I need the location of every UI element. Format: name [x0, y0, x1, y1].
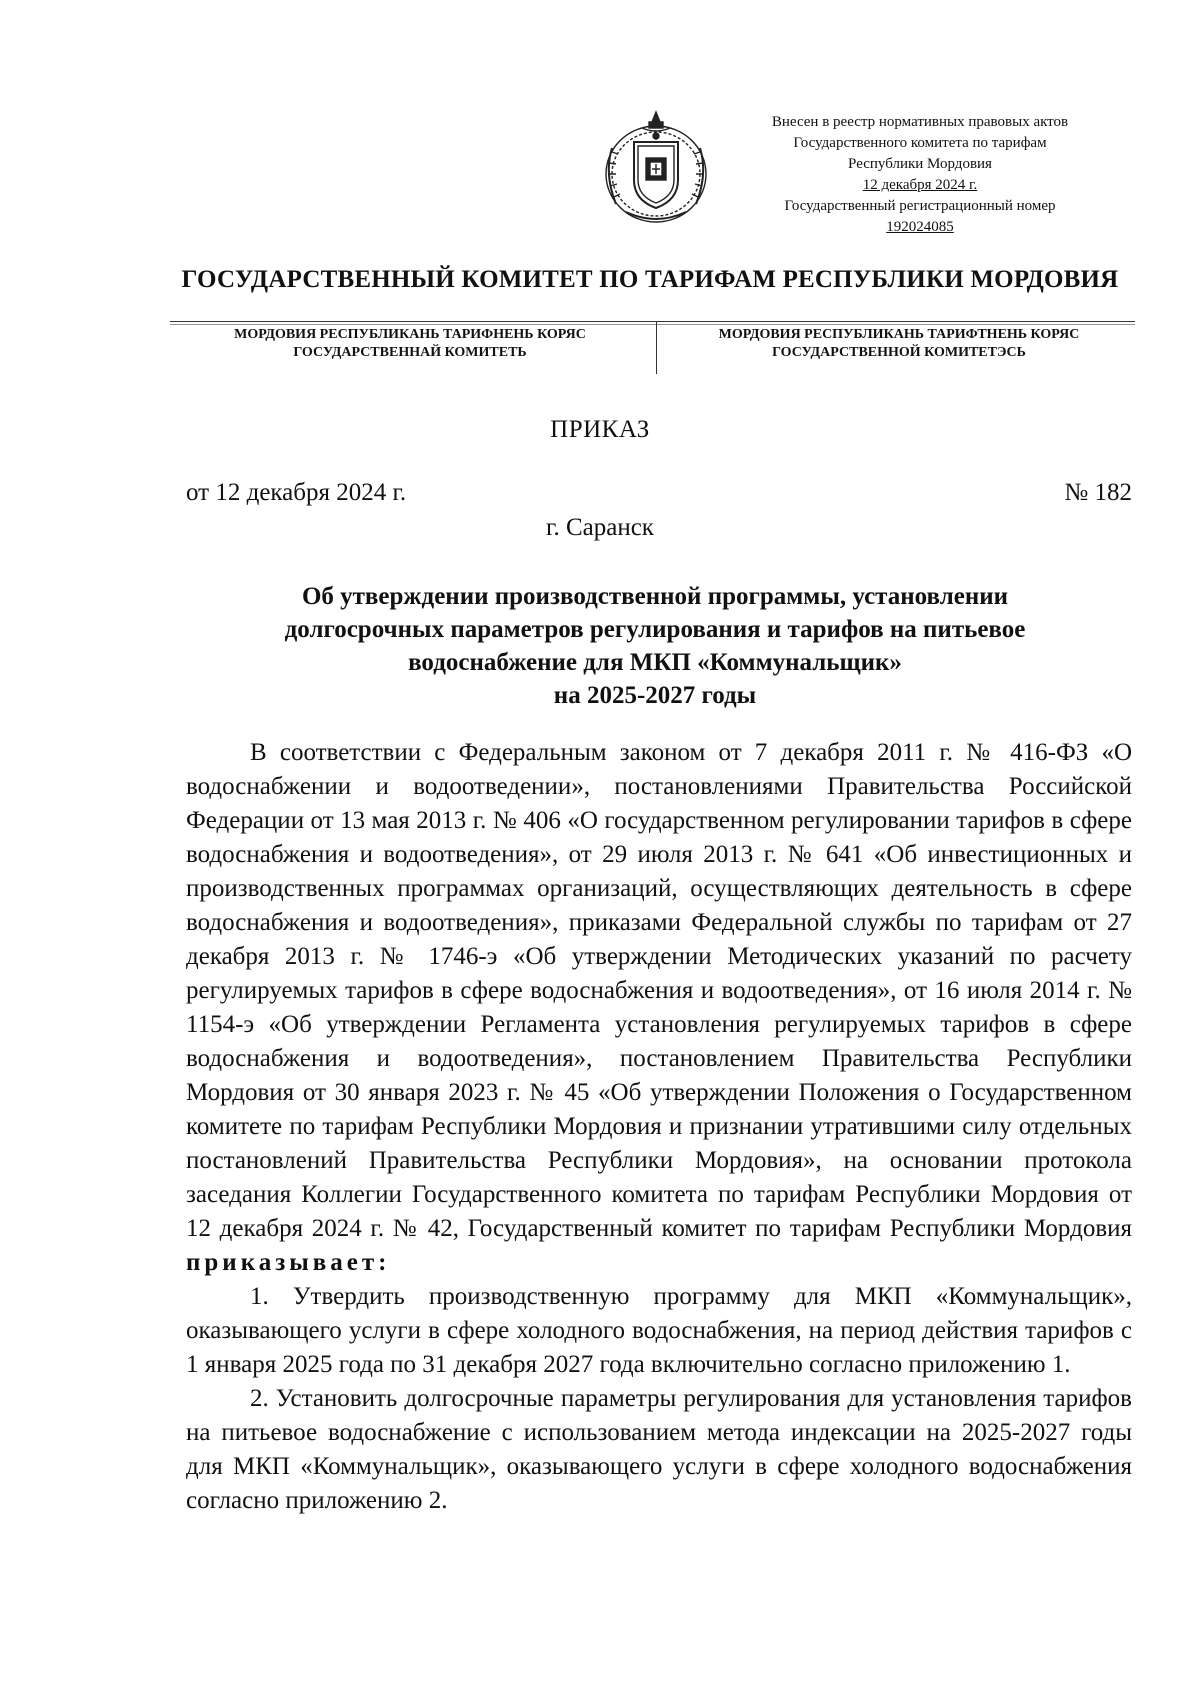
preamble-paragraph — [186, 736, 1132, 1280]
coat-of-arms-emblem — [598, 108, 714, 230]
subject-line-2: долгосрочных параметров регулирования и тарифов на питьевое — [284, 616, 1026, 643]
registry-line-1: Внесен в реестр нормативных правовых актов — [771, 114, 1069, 130]
subject-line-1: Об утверждении производственной программы, установлении — [301, 583, 1009, 610]
moksha-line-2: ГОСУДАРСТВЕННАЙ КОМИТЕТЬ — [293, 345, 527, 360]
registry-line-3: Республики Мордовия — [848, 156, 992, 172]
preamble-text: В соответствии с Федеральным законом от 7 декабря 2011 г. № 416-ФЗ «О водоснабжении и водоотведении», постановлениями Правительства Российской Федерации от 13 мая 2013 г. № 406 «О государственном регулировании тарифов в сфере водоснабжения и водоотведения», от 29 июля 2013 г. № 641 «Об инвестиционных и производственных программах организаций, осуществляющих деятельность в сфере водоснабжения и водоотведения», приказами Федеральной службы по тарифам от 27 декабря 2013 г. № 1746-э «Об утверждении Методических указаний по расчету регулируемых тарифов в сфере водоснабжения и водоотведения», от 16 июля 2014 г. № 1154-э «Об утверждении Регламента установления регулируемых тарифов в сфере водоснабжения и водоотведения», постановлением Правительства Республики Мордовия от 30 января 2023 г. № 45 «Об утверждении Положения о Государственном комитете по тарифам Республики Мордовия и признании утратившими силу отдельных постановлений Правительства Республики Мордовия», на основании протокола заседания Коллегии Государственного комитета по тарифам Республики Мордовия от 12 декабря 2024 г. № 42, Государственный комитет по тарифам Республики Мордовия — [186, 739, 1132, 1242]
document-number: № 182 — [1064, 479, 1132, 506]
document-date: от 12 декабря 2024 г. — [186, 479, 407, 506]
header-divider-line — [170, 321, 1135, 322]
document-city: г. Саранск — [546, 514, 654, 541]
erzya-line-1: МОРДОВИЯ РЕСПУБЛИКАНЬ ТАРИФТНЕНЬ КОРЯС — [718, 327, 1080, 342]
header-vertical-divider — [656, 322, 657, 374]
header-divider-line-thin — [170, 324, 1135, 325]
registry-stamp — [740, 112, 1100, 238]
document-subject — [190, 580, 1120, 712]
organization-title: ГОСУДАРСТВЕННЫЙ КОМИТЕТ ПО ТАРИФАМ РЕСПУБЛИКИ МОРДОВИЯ — [181, 266, 1119, 293]
orders-phrase: приказывает: — [186, 1249, 391, 1276]
registry-line-2: Государственного комитета по тарифам — [793, 135, 1047, 151]
erzya-line-2: ГОСУДАРСТВЕННОЙ КОМИТЕТЭСЬ — [772, 345, 1026, 360]
subject-line-3: водоснабжение для МКП «Коммунальщик» — [408, 649, 902, 676]
moksha-org-name — [170, 326, 650, 362]
moksha-line-1: МОРДОВИЯ РЕСПУБЛИКАНЬ ТАРИФНЕНЬ КОРЯС — [234, 327, 586, 342]
registry-line-5: Государственный регистрационный номер — [784, 198, 1056, 214]
item-2-paragraph: 2. Установить долгосрочные параметры регулирования для установления тарифов на питьевое водоснабжение с использованием метода индексации на 2025-2027 годы для МКП «Коммунальщик», оказывающего услуги в сфере холодного водоснабжения согласно приложению 2. — [186, 1385, 1132, 1514]
erzya-org-name — [664, 326, 1134, 362]
subject-line-4: на 2025-2027 годы — [553, 682, 757, 709]
document-body — [186, 736, 1132, 1518]
document-type: ПРИКАЗ — [550, 416, 650, 443]
registry-number: 192024085 — [886, 219, 954, 235]
registry-date: 12 декабря 2024 г. — [862, 177, 978, 193]
item-1-paragraph: 1. Утвердить производственную программу для МКП «Коммунальщик», оказывающего услуги в сфере холодного водоснабжения, на период действия тарифов с 1 января 2025 года по 31 декабря 2027 года включительно согласно приложению 1. — [186, 1283, 1132, 1378]
